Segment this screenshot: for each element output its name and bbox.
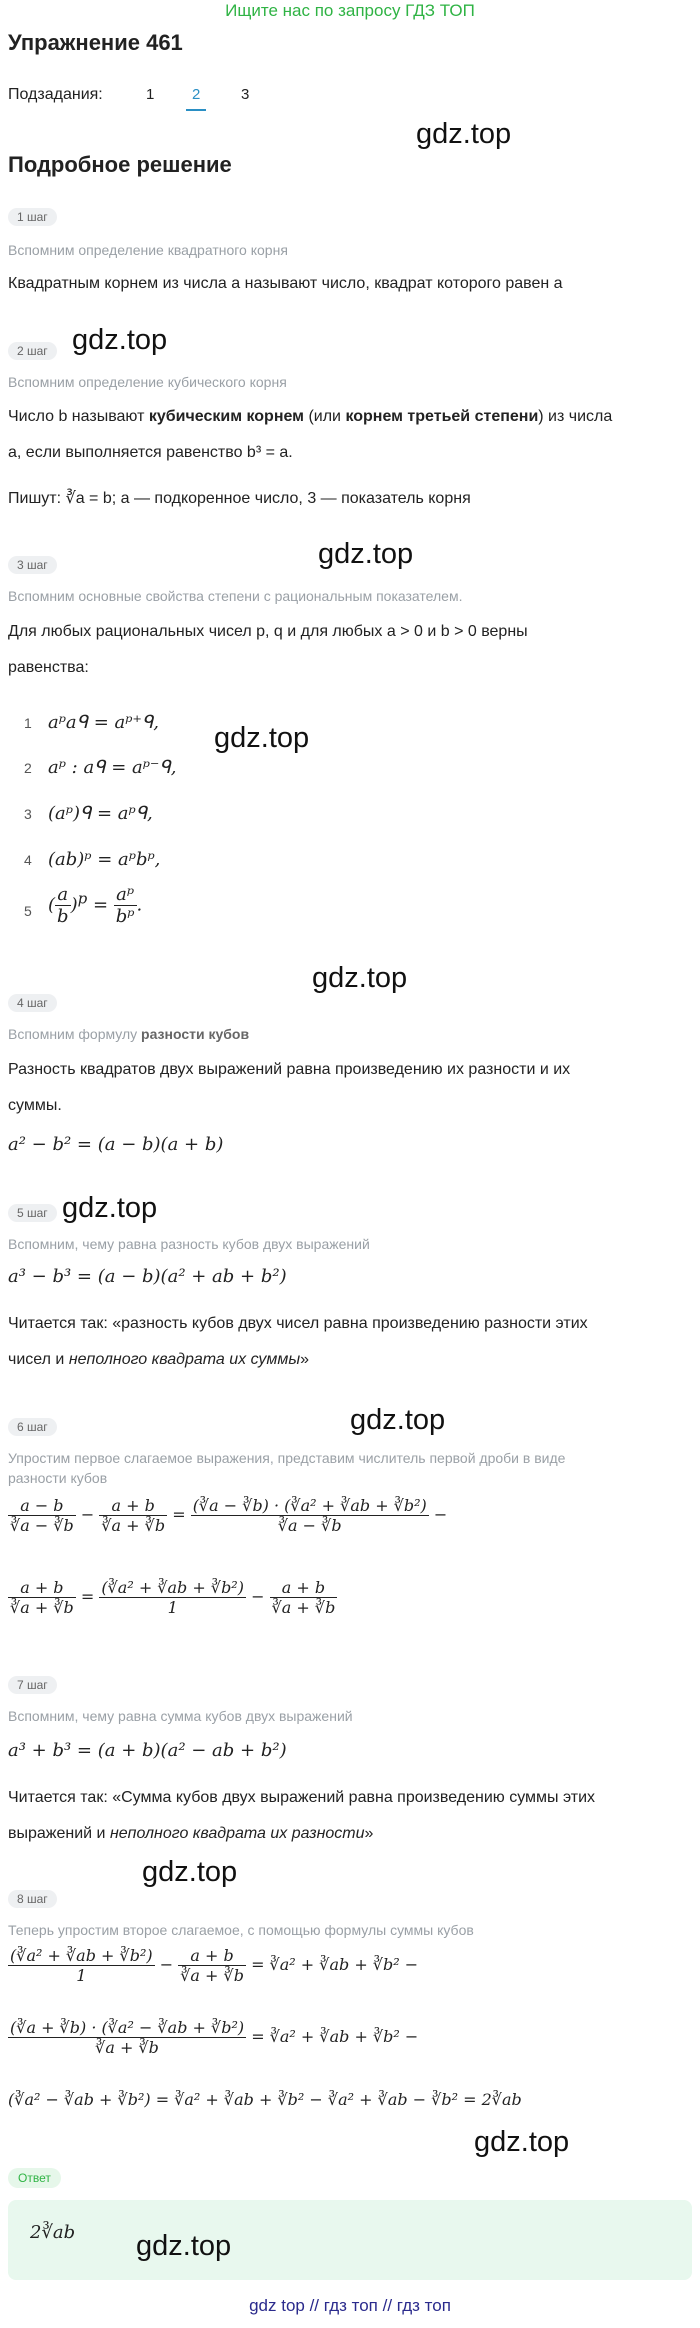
formula: $\frac{a - b}{∛a - ∛b}$ − $\frac{a + b}{∛a + ∛b}$ = $\frac{\text{(∛a − ∛b) · (∛a² + ∛ab + ∛b²)}}{∛a - ∛b}$ − bbox=[10, 1496, 448, 1535]
step-hint: Упростим первое слагаемое выражения, представим числитель первой дроби в виде bbox=[8, 1450, 566, 1466]
formula: $\frac{a + b}{∛a + ∛b}$ = $\frac{\text{(∛a² + ∛ab + ∛b²)}}{1}$ − $\frac{a + b}{∛a + ∛b}$ bbox=[10, 1578, 336, 1617]
fraction: $\frac{\text{(∛a + ∛b) · (∛a² − ∛ab + ∛b²)}}{∛a + ∛b}$ bbox=[10, 2018, 245, 2057]
formula: $\frac{\text{(∛a² + ∛ab + ∛b²)}}{1}$ − $\frac{a + b}{∛a + ∛b}$ = ∛a² + ∛ab + ∛b² − bbox=[10, 1946, 419, 1985]
fraction: $\frac{\text{(∛a − ∛b) · (∛a² + ∛ab + ∛b²)}}{∛a - ∛b}$ bbox=[192, 1496, 427, 1535]
formula: a² − b² = (a − b)(a + b) bbox=[8, 1134, 224, 1155]
step-hint: Вспомним, чему равна разность кубов двух выражений bbox=[8, 1236, 370, 1252]
answer-box bbox=[8, 2200, 692, 2280]
step-badge: 7 шаг bbox=[8, 1676, 57, 1694]
list-number: 4 bbox=[24, 852, 32, 868]
watermark: gdz.top bbox=[350, 1404, 446, 1436]
watermark: gdz.top bbox=[142, 1856, 238, 1888]
formula: a³ + b³ = (a + b)(a² − ab + b²) bbox=[8, 1740, 287, 1761]
property-1: aᵖaᑫ = aᵖ⁺ᑫ, bbox=[48, 712, 159, 733]
step-text: Читается так: «Сумма кубов двух выражений равна произведению суммы этих bbox=[8, 1789, 596, 1806]
section-title: Подробное решение bbox=[8, 152, 232, 177]
watermark: gdz.top bbox=[72, 324, 168, 356]
step-text: Для любых рациональных чисел p, q и для любых a > 0 и b > 0 верны bbox=[8, 623, 528, 640]
fraction: $\frac{\text{(∛a² + ∛ab + ∛b²)}}{1}$ bbox=[101, 1578, 244, 1617]
property-4: (ab)ᵖ = aᵖbᵖ, bbox=[48, 849, 161, 870]
fraction: $\frac{a}{b}$ bbox=[57, 884, 69, 927]
subtasks-label: Подзадания: bbox=[8, 86, 103, 103]
subtask-tab-3[interactable]: 3 bbox=[241, 86, 250, 103]
step-text: суммы. bbox=[8, 1097, 62, 1114]
watermark: gdz.top bbox=[318, 538, 414, 570]
step-text: чисел и неполного квадрата их суммы» bbox=[8, 1351, 310, 1368]
step-hint: Вспомним определение кубического корня bbox=[8, 374, 287, 390]
step-hint: Вспомним основные свойства степени с рациональным показателем. bbox=[8, 588, 463, 604]
text-part: Число b называют bbox=[8, 408, 145, 425]
step-text: Пишут: ∛a = b; a — подкоренное число, 3 — показатель корня bbox=[8, 490, 471, 507]
fraction: $\frac{\text{(∛a² + ∛ab + ∛b²)}}{1}$ bbox=[10, 1946, 153, 1985]
fraction: $\frac{a + b}{∛a + ∛b}$ bbox=[271, 1578, 336, 1617]
watermark: gdz.top bbox=[214, 722, 310, 754]
fraction: $\frac{a + b}{∛a + ∛b}$ bbox=[101, 1496, 166, 1535]
property-3: (aᵖ)ᑫ = aᵖᑫ, bbox=[48, 803, 153, 824]
fraction: $\frac{a + b}{∛a + ∛b}$ bbox=[180, 1946, 244, 1985]
step-hint: Вспомним определение квадратного корня bbox=[8, 242, 288, 258]
step-hint: Вспомним, чему равна сумма кубов двух выражений bbox=[8, 1708, 353, 1724]
step-text: a, если выполняется равенство b³ = a. bbox=[8, 444, 293, 461]
step-badge: 6 шаг bbox=[8, 1418, 57, 1436]
watermark: gdz.top bbox=[474, 2126, 570, 2158]
subtask-tab-2[interactable]: 2 bbox=[186, 86, 206, 111]
list-number: 2 bbox=[24, 760, 32, 776]
step-text: Разность квадратов двух выражений равна произведению их разности и их bbox=[8, 1061, 571, 1078]
step-text bbox=[8, 405, 612, 429]
list-number: 3 bbox=[24, 806, 32, 822]
watermark: gdz.top bbox=[312, 962, 408, 994]
fraction: $\frac{a - b}{∛a - ∛b}$ bbox=[10, 1496, 74, 1535]
step-hint: разности кубов bbox=[8, 1470, 108, 1486]
property-5: ( $\frac{a}{b}$ )$^p$ = $\frac{\text{aᵖ}}{\text{bᵖ}}$ . bbox=[48, 884, 143, 927]
watermark: gdz.top bbox=[136, 2230, 232, 2262]
step-badge: 5 шаг bbox=[8, 1204, 57, 1222]
answer-value: 2∛ab bbox=[30, 2222, 76, 2243]
formula: a³ − b³ = (a − b)(a² + ab + b²) bbox=[8, 1266, 287, 1287]
step-text: выражений и неполного квадрата их разности» bbox=[8, 1825, 374, 1842]
list-number: 5 bbox=[24, 903, 32, 919]
list-number: 1 bbox=[24, 715, 32, 731]
formula: $\frac{\text{(∛a + ∛b) · (∛a² − ∛ab + ∛b²)}}{∛a + ∛b}$ = ∛a² + ∛ab + ∛b² − bbox=[10, 2018, 419, 2057]
property-2: aᵖ : aᑫ = aᵖ⁻ᑫ, bbox=[48, 757, 177, 778]
fraction: $\frac{\text{aᵖ}}{\text{bᵖ}}$ bbox=[115, 884, 135, 927]
bold-term: корнем третьей степени bbox=[345, 408, 539, 425]
watermark: gdz.top bbox=[62, 1192, 158, 1224]
page-title: Упражнение 461 bbox=[8, 30, 183, 55]
step-text: Читается так: «разность кубов двух чисел равна произведению разности этих bbox=[8, 1315, 588, 1332]
step-badge: 3 шаг bbox=[8, 556, 57, 574]
step-text: равенства: bbox=[8, 659, 89, 676]
step-badge: 2 шаг bbox=[8, 342, 57, 360]
step-badge: 4 шаг bbox=[8, 994, 57, 1012]
step-badge: 8 шаг bbox=[8, 1890, 57, 1908]
fraction: $\frac{a + b}{∛a + ∛b}$ bbox=[10, 1578, 74, 1617]
answer-badge: Ответ bbox=[8, 2168, 61, 2188]
step-hint: Теперь упростим второе слагаемое, с помощью формулы суммы кубов bbox=[8, 1922, 474, 1938]
footer-links[interactable]: gdz top // гдз топ // гдз топ bbox=[249, 2296, 451, 2315]
step-badge: 1 шаг bbox=[8, 208, 57, 226]
watermark: gdz.top bbox=[416, 118, 512, 150]
step-hint: Вспомним формулу разности кубов bbox=[8, 1026, 250, 1042]
text-part: (или bbox=[308, 408, 341, 425]
step-text: Квадратным корнем из числа a называют число, квадрат которого равен a bbox=[8, 275, 563, 292]
formula: (∛a² − ∛ab + ∛b²) = ∛a² + ∛ab + ∛b² − ∛a² + ∛ab − ∛b² = 2∛ab bbox=[8, 2090, 522, 2109]
bold-term: кубическим корнем bbox=[148, 408, 304, 425]
search-banner[interactable]: Ищите нас по запросу ГДЗ ТОП bbox=[225, 1, 475, 20]
text-part: ) из числа bbox=[538, 408, 613, 425]
subtask-tab-1[interactable]: 1 bbox=[146, 86, 155, 103]
